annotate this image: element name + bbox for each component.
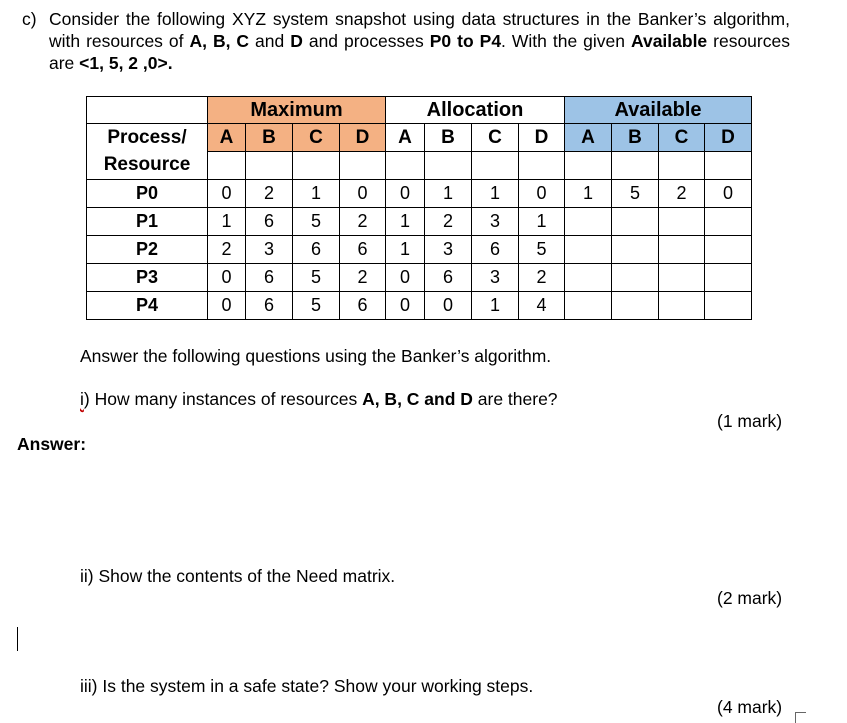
question-text bbox=[49, 8, 790, 74]
question-2-mark: (2 mark) bbox=[717, 588, 783, 608]
process-cell: P4 bbox=[87, 292, 208, 320]
alloc-value: 1 bbox=[386, 208, 425, 236]
avail-value bbox=[659, 236, 705, 264]
question-label: c) bbox=[22, 9, 37, 29]
avail-col-d: D bbox=[705, 124, 752, 152]
alloc-value: 3 bbox=[472, 208, 519, 236]
avail-value bbox=[612, 292, 659, 320]
spacer-cell bbox=[208, 152, 246, 180]
spacer-cell bbox=[340, 152, 386, 180]
max-value: 5 bbox=[293, 208, 340, 236]
intro-bold-1: A, B, C bbox=[189, 31, 250, 51]
avail-value bbox=[612, 236, 659, 264]
max-value: 0 bbox=[208, 264, 246, 292]
avail-value bbox=[565, 264, 612, 292]
process-header-line-1: Process/ bbox=[107, 127, 187, 148]
alloc-col-d: D bbox=[519, 124, 565, 152]
alloc-value: 1 bbox=[425, 180, 472, 208]
avail-value: 5 bbox=[612, 180, 659, 208]
question-3-mark: (4 mark) bbox=[717, 697, 783, 717]
avail-value bbox=[705, 236, 752, 264]
max-col-d: D bbox=[340, 124, 386, 152]
avail-value bbox=[565, 292, 612, 320]
spacer-cell bbox=[293, 152, 340, 180]
max-value: 0 bbox=[340, 180, 386, 208]
intro-text-3: and processes bbox=[302, 31, 430, 51]
max-col-c: C bbox=[293, 124, 340, 152]
question-2: ii) Show the contents of the Need matrix. bbox=[80, 566, 396, 586]
avail-value: 0 bbox=[705, 180, 752, 208]
intro-bold-6: Available bbox=[630, 31, 708, 51]
maximum-header: Maximum bbox=[208, 97, 386, 124]
max-value: 5 bbox=[293, 264, 340, 292]
max-value: 3 bbox=[246, 236, 293, 264]
spacer-cell bbox=[705, 152, 752, 180]
avail-value bbox=[565, 236, 612, 264]
system-snapshot-table bbox=[86, 96, 752, 320]
spacer-cell bbox=[565, 152, 612, 180]
avail-value: 1 bbox=[565, 180, 612, 208]
alloc-value: 1 bbox=[519, 208, 565, 236]
avail-value bbox=[705, 292, 752, 320]
max-value: 6 bbox=[340, 236, 386, 264]
process-header-line-2: Resource bbox=[103, 154, 191, 175]
alloc-value: 6 bbox=[472, 236, 519, 264]
alloc-value: 5 bbox=[519, 236, 565, 264]
spacer-cell bbox=[659, 152, 705, 180]
table-group-header-row bbox=[87, 97, 752, 124]
spacer-cell bbox=[472, 152, 519, 180]
max-value: 2 bbox=[246, 180, 293, 208]
avail-value bbox=[705, 264, 752, 292]
alloc-value: 3 bbox=[425, 236, 472, 264]
avail-value: 2 bbox=[659, 180, 705, 208]
process-cell: P2 bbox=[87, 236, 208, 264]
page-corner-marker bbox=[795, 712, 806, 723]
table-resource-header-row bbox=[87, 124, 752, 152]
allocation-header: Allocation bbox=[386, 97, 565, 124]
avail-value bbox=[659, 292, 705, 320]
question-1 bbox=[80, 389, 558, 410]
max-value: 6 bbox=[293, 236, 340, 264]
max-value: 1 bbox=[293, 180, 340, 208]
max-value: 2 bbox=[340, 264, 386, 292]
intro-bold-3: P0 bbox=[429, 31, 452, 51]
avail-value bbox=[705, 208, 752, 236]
max-col-b: B bbox=[246, 124, 293, 152]
q1-prefix: i bbox=[80, 389, 84, 409]
question-3: iii) Is the system in a safe state? Show your working steps. bbox=[80, 676, 534, 696]
table-row bbox=[87, 292, 752, 320]
available-header: Available bbox=[565, 97, 752, 124]
avail-col-b: B bbox=[612, 124, 659, 152]
q1-text-a: ) How many instances of resources bbox=[83, 389, 363, 409]
alloc-value: 6 bbox=[425, 264, 472, 292]
question-intro bbox=[22, 8, 790, 74]
alloc-value: 2 bbox=[425, 208, 472, 236]
spacer-cell bbox=[386, 152, 425, 180]
avail-value bbox=[659, 264, 705, 292]
intro-text-6: . With the given bbox=[501, 31, 631, 51]
intro-text-2: and bbox=[249, 31, 291, 51]
alloc-value: 3 bbox=[472, 264, 519, 292]
max-value: 6 bbox=[246, 208, 293, 236]
avail-value bbox=[659, 208, 705, 236]
spacer-cell bbox=[519, 152, 565, 180]
intro-text-7: resources are bbox=[49, 31, 790, 73]
max-value: 0 bbox=[208, 292, 246, 320]
alloc-value: 0 bbox=[386, 292, 425, 320]
text-cursor[interactable] bbox=[17, 627, 18, 651]
intro-text-1: Consider the following XYZ system snapshot using data structures in the Banker’s algorithm, with resources of bbox=[49, 9, 790, 51]
max-value: 6 bbox=[246, 264, 293, 292]
alloc-value: 1 bbox=[472, 292, 519, 320]
spacer-cell bbox=[612, 152, 659, 180]
avail-value bbox=[612, 264, 659, 292]
process-cell: P1 bbox=[87, 208, 208, 236]
spacer-cell bbox=[246, 152, 293, 180]
answer-label: Answer: bbox=[17, 434, 87, 454]
alloc-value: 0 bbox=[425, 292, 472, 320]
intro-bold-4: to bbox=[457, 31, 474, 51]
max-value: 0 bbox=[208, 180, 246, 208]
q1-text-bold: A, B, C and D bbox=[362, 389, 473, 409]
avail-col-c: C bbox=[659, 124, 705, 152]
alloc-value: 2 bbox=[519, 264, 565, 292]
process-cell: P0 bbox=[87, 180, 208, 208]
question-1-mark: (1 mark) bbox=[717, 411, 783, 431]
alloc-col-b: B bbox=[425, 124, 472, 152]
table-row bbox=[87, 236, 752, 264]
alloc-value: 1 bbox=[386, 236, 425, 264]
max-value: 5 bbox=[293, 292, 340, 320]
alloc-value: 0 bbox=[386, 180, 425, 208]
avail-value bbox=[565, 208, 612, 236]
alloc-col-c: C bbox=[472, 124, 519, 152]
avail-col-a: A bbox=[565, 124, 612, 152]
spacer-cell bbox=[425, 152, 472, 180]
max-value: 2 bbox=[208, 236, 246, 264]
alloc-col-a: A bbox=[386, 124, 425, 152]
process-cell: P3 bbox=[87, 264, 208, 292]
max-value: 2 bbox=[340, 208, 386, 236]
questions-lead: Answer the following questions using the Banker’s algorithm. bbox=[80, 346, 552, 366]
avail-value bbox=[612, 208, 659, 236]
intro-bold-2: D bbox=[290, 31, 303, 51]
max-value: 1 bbox=[208, 208, 246, 236]
max-value: 6 bbox=[340, 292, 386, 320]
alloc-value: 0 bbox=[386, 264, 425, 292]
process-resource-header bbox=[87, 124, 208, 180]
max-value: 6 bbox=[246, 292, 293, 320]
table-corner-cell bbox=[87, 97, 208, 124]
table-row bbox=[87, 208, 752, 236]
alloc-value: 0 bbox=[519, 180, 565, 208]
table-row bbox=[87, 264, 752, 292]
alloc-value: 1 bbox=[472, 180, 519, 208]
alloc-value: 4 bbox=[519, 292, 565, 320]
intro-bold-5: P4 bbox=[479, 31, 502, 51]
intro-bold-7: <1, 5, 2 ,0>. bbox=[79, 53, 173, 73]
max-col-a: A bbox=[208, 124, 246, 152]
q1-text-c: are there? bbox=[472, 389, 558, 409]
table-row bbox=[87, 180, 752, 208]
